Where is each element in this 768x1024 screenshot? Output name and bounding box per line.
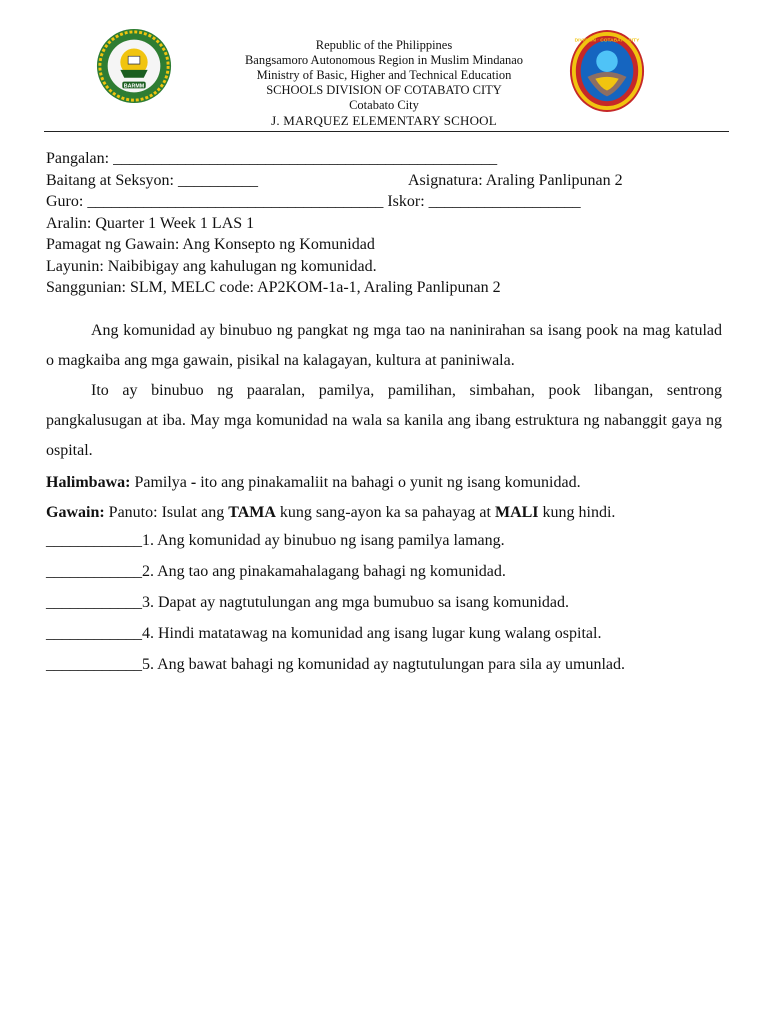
iskor-field[interactable]: Iskor: ___________________ (387, 193, 581, 210)
exercise-item-5[interactable]: ____________5. Ang bawat bahagi ng komunidad ay nagtutulungan para sila ay umunlad. (46, 656, 625, 673)
header-division: SCHOOLS DIVISION OF COTABATO CITY (266, 83, 502, 97)
mali-keyword: MALI (494, 504, 539, 521)
division-seal-text: DIVISION · COTABATO CITY (574, 38, 640, 44)
gawain-text-3: kung hindi. (538, 504, 616, 521)
lesson-body (46, 316, 722, 685)
header-city: Cotabato City (349, 98, 419, 112)
halimbawa-line (46, 472, 722, 494)
halimbawa-text-2: ito ang pinakamaliit na bahagi o yunit ng isang komunidad. (196, 474, 581, 491)
paragraph-1: Ang komunidad ay binubuo ng pangkat ng mga tao na naninirahan sa isang pook na mag katulad o magkaiba ang mga gawain, pisikal na kalagayan, kultura at paniniwala. (46, 322, 722, 369)
layunin-text: Layunin: Naibibigay ang kahulugan ng komunidad. (46, 257, 377, 275)
exercise-item-2[interactable]: ____________2. Ang tao ang pinakamahalagang bahagi ng komunidad. (46, 563, 506, 580)
halimbawa-dash: - (190, 474, 197, 491)
asignatura-text: Asignatura: Araling Panlipunan 2 (408, 171, 623, 189)
exercise-item-3[interactable]: ____________3. Dapat ay nagtutulungan ang mga bumubuo sa isang komunidad. (46, 594, 570, 611)
exercise-item-1[interactable]: ____________1. Ang komunidad ay binubuo ng isang pamilya lamang. (46, 532, 505, 549)
barmm-seal-text: BARMM (123, 83, 145, 90)
header-ministry: Ministry of Basic, Higher and Technical Education (256, 68, 512, 82)
gawain-text-2: kung sang-ayon ka sa pahayag at (275, 504, 495, 521)
aralin-text: Aralin: Quarter 1 Week 1 LAS 1 (46, 214, 255, 232)
student-info (46, 148, 726, 299)
pamagat-text: Pamagat ng Gawain: Ang Konsepto ng Komunidad (46, 236, 375, 253)
header-region: Bangsamoro Autonomous Region in Muslim Mindanao (244, 53, 524, 67)
gawain-label: Gawain: (46, 504, 105, 521)
baitang-field[interactable]: Baitang at Seksyon: __________ (46, 171, 258, 189)
exercise-item-4[interactable]: ____________4. Hindi matatawag na komunidad ang isang lugar kung walang ospital. (46, 625, 602, 642)
halimbawa-text-1: Pamilya (130, 474, 191, 491)
info-row-pangalan (46, 148, 726, 170)
exercise-list (46, 530, 722, 676)
header-school: J. MARQUEZ ELEMENTARY SCHOOL (271, 113, 497, 128)
pangalan-field[interactable]: Pangalan: ________________________________________________ (46, 150, 498, 167)
header-republic: Republic of the Philippines (315, 38, 453, 52)
sanggunian-text: Sanggunian: SLM, MELC code: AP2KOM-1a-1, Araling Panlipunan 2 (46, 279, 501, 296)
gawain-instructions (46, 502, 722, 524)
info-row-baitang (46, 170, 726, 192)
school-header (0, 38, 768, 128)
guro-field[interactable]: Guro: _____________________________________ (46, 193, 384, 210)
gawain-text-1: Panuto: Isulat ang (104, 504, 229, 521)
tama-keyword: TAMA (228, 504, 276, 521)
info-row-guro (46, 191, 726, 213)
header-divider (44, 131, 729, 132)
halimbawa-label: Halimbawa: (46, 474, 131, 491)
paragraph-2: Ito ay binubuo ng paaralan, pamilya, pamilihan, simbahan, pook libangan, sentrong pangkalusugan at iba. May mga komunidad na wala sa kanila ang ibang estruktura ng nabanggit gaya ng ospital. (46, 382, 722, 459)
